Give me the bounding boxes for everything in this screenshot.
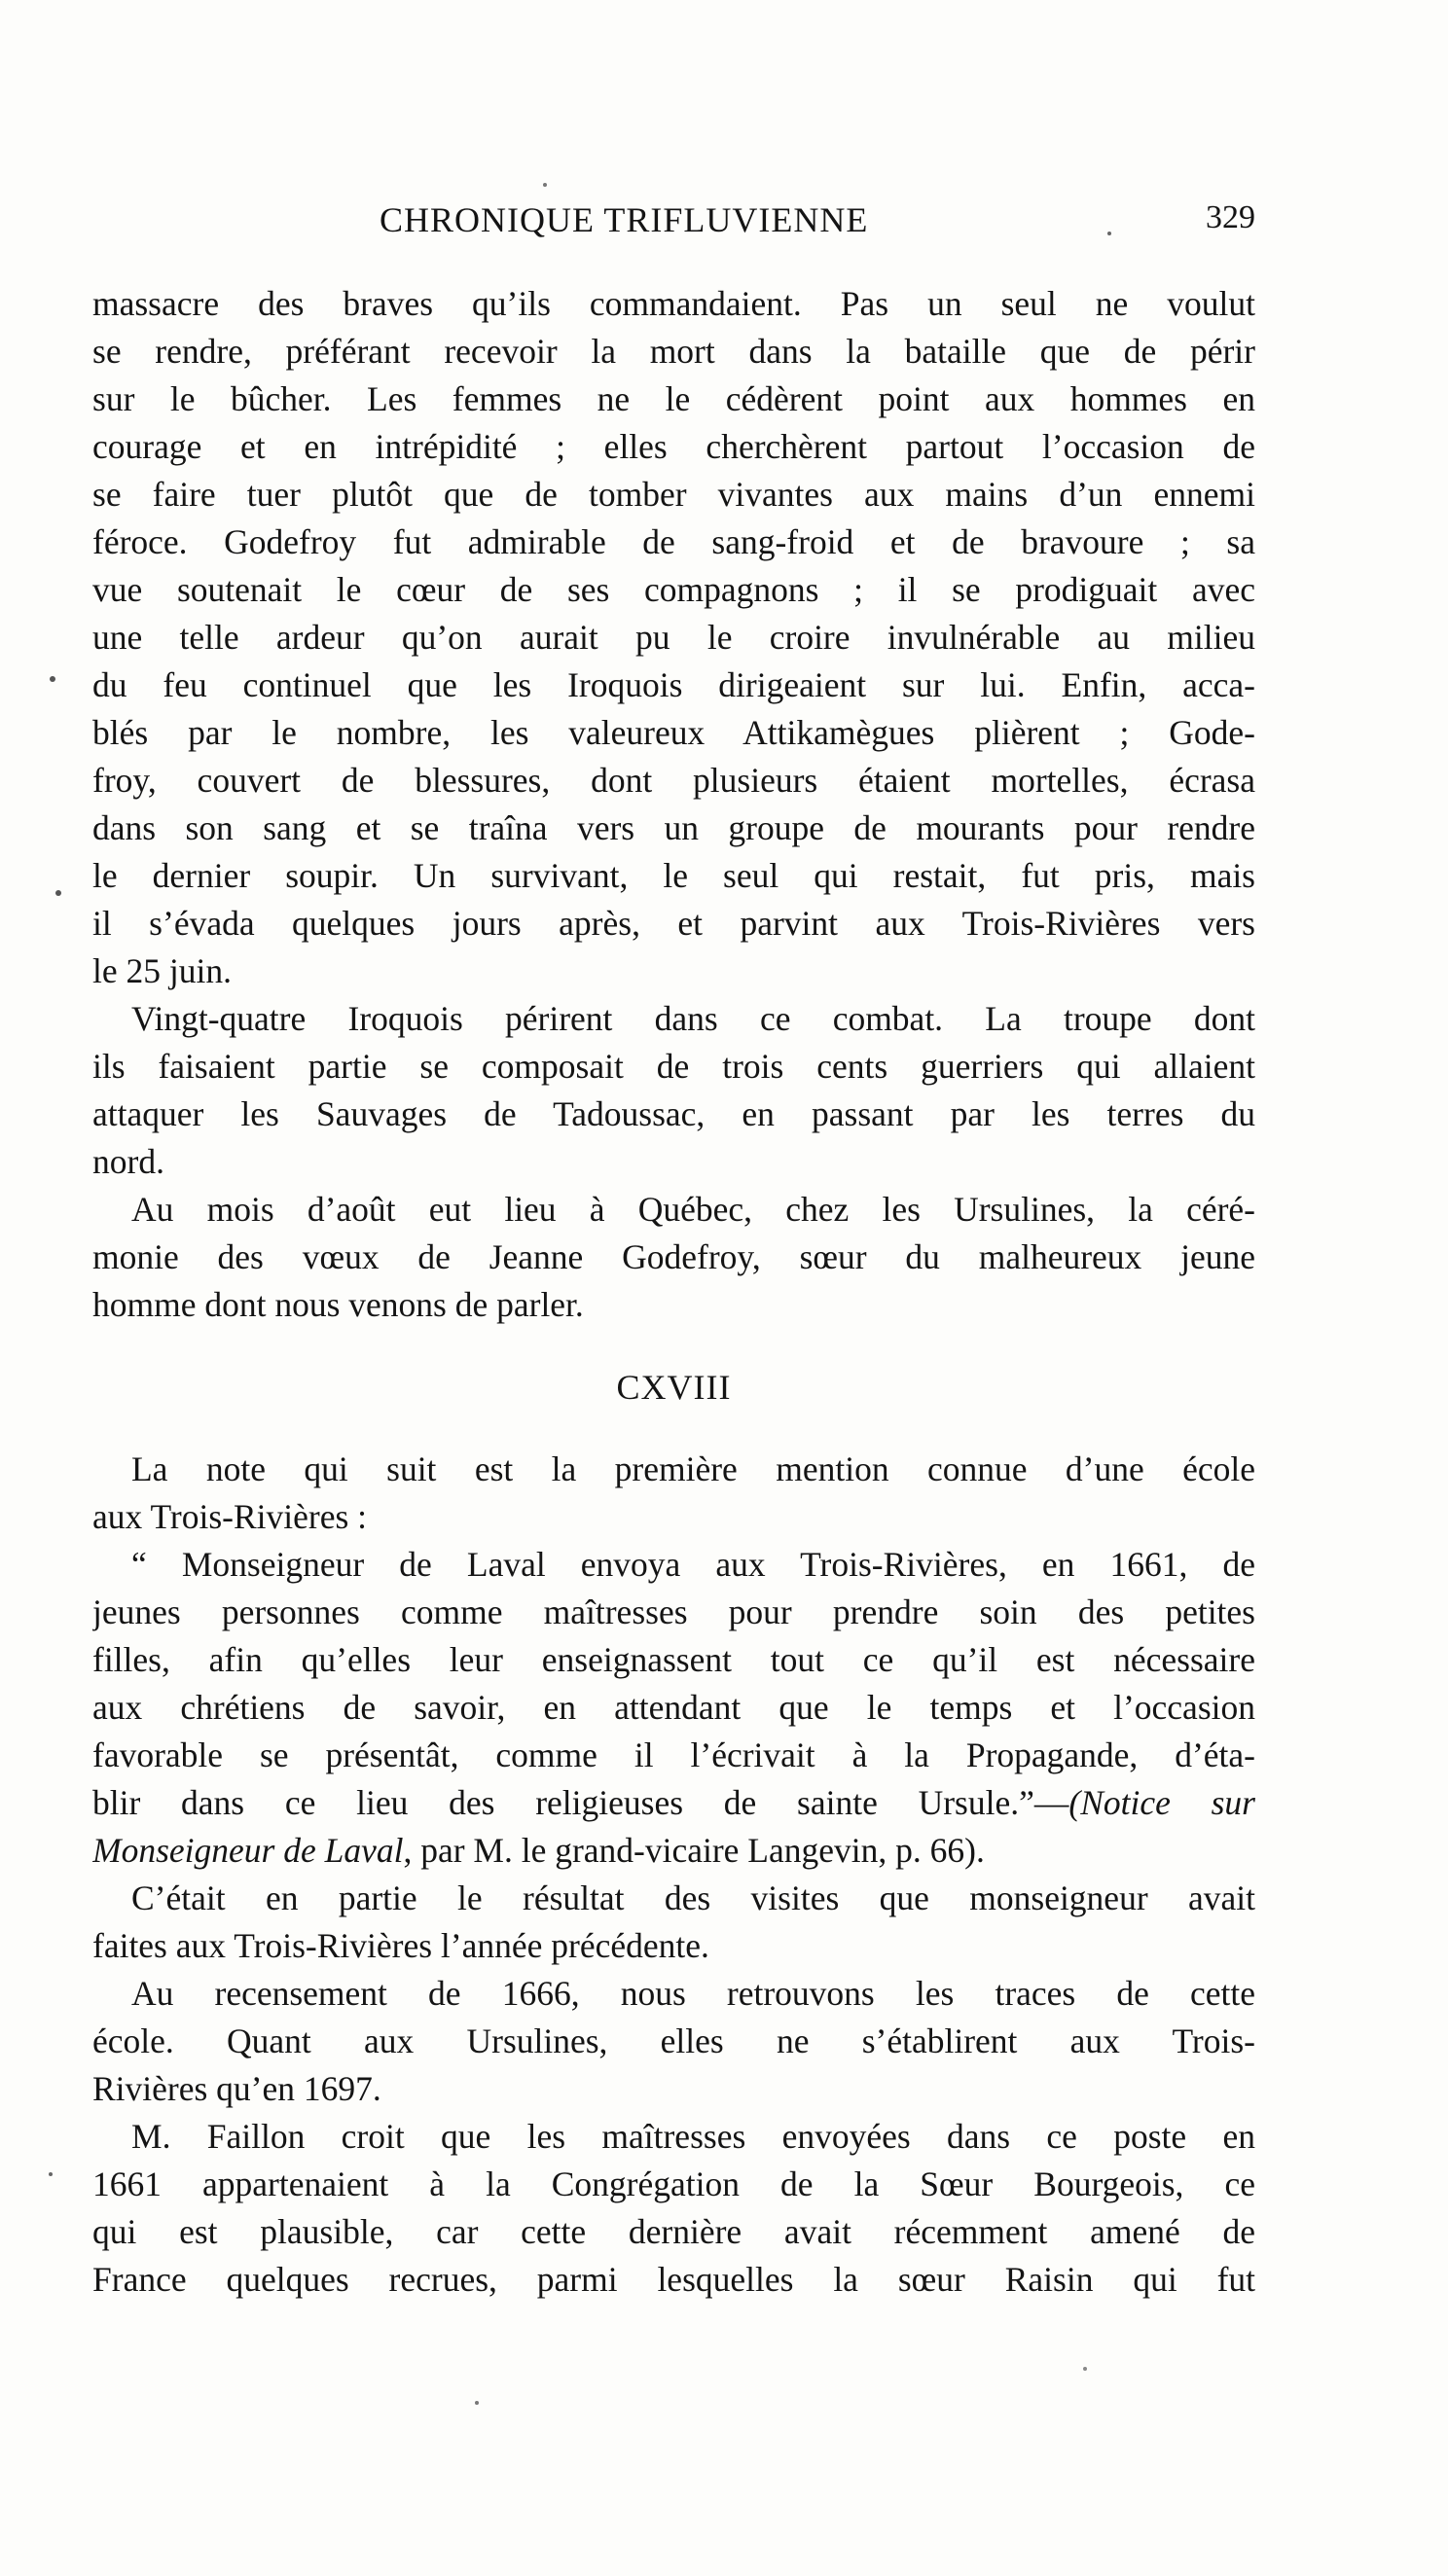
text-line: ils faisaient partie se composait de trois cents guerriers qui allaient [92, 1047, 1255, 1086]
text-line: courage et en intrépidité ; elles cherchèrent partout l’occasion de [92, 427, 1255, 466]
running-head [92, 199, 1255, 248]
citation-italic: (Notice sur [1068, 1783, 1255, 1822]
text-line: du feu continuel que les Iroquois dirigeaient sur lui. Enfin, acca- [92, 665, 1255, 704]
text-line: nord. [92, 1142, 164, 1181]
paragraph-quotation [92, 1541, 1255, 1875]
text-line: aux Trois-Rivières : [92, 1497, 368, 1536]
text-line [92, 1827, 1255, 1875]
text-line: féroce. Godefroy fut admirable de sang-froid et de bravoure ; sa [92, 522, 1255, 561]
section-heading: CXVIII [616, 1368, 732, 1407]
citation-tail: , par M. le grand-vicaire Langevin, p. 66). [403, 1831, 985, 1870]
text-line: La note qui suit est la première mention connue d’une école [131, 1449, 1255, 1488]
text-line: vue soutenait le cœur de ses compagnons ; il se prodiguait avec [92, 570, 1255, 609]
paragraph-recensement [92, 1970, 1255, 2113]
text-line: Au recensement de 1666, nous retrouvons les traces de cette [131, 1974, 1255, 2013]
text-line: se rendre, préférant recevoir la mort dans la bataille que de périr [92, 332, 1255, 371]
paragraph-ursulines [92, 1186, 1255, 1329]
text-line: massacre des braves qu’ils commandaient. Pas un seul ne voulut [92, 284, 1255, 323]
text-line: aux chrétiens de savoir, en attendant que le temps et l’occasion [92, 1688, 1255, 1727]
paragraph-faillon [92, 2113, 1255, 2304]
body-text [92, 280, 1255, 2304]
paragraph-visites [92, 1875, 1255, 1970]
text-line: le dernier soupir. Un survivant, le seul qui restait, fut pris, mais [92, 856, 1255, 895]
text-line: dans son sang et se traîna vers un groupe de mourants pour rendre [92, 808, 1255, 847]
text-line: le 25 juin. [92, 951, 232, 990]
text-line: favorable se présentât, comme il l’écrivait à la Propagande, d’éta- [92, 1735, 1255, 1774]
text-line [92, 1779, 1255, 1827]
text-line: 1661 appartenaient à la Congrégation de la Sœur Bourgeois, ce [92, 2165, 1255, 2203]
text-line: Vingt-quatre Iroquois périrent dans ce combat. La troupe dont [131, 999, 1255, 1038]
running-title: CHRONIQUE TRIFLUVIENNE [380, 200, 869, 239]
paragraph-massacre [92, 280, 1255, 995]
text-line: froy, couvert de blessures, dont plusieurs étaient mortelles, écrasa [92, 761, 1255, 800]
text-line: “ Monseigneur de Laval envoya aux Trois-Rivières, en 1661, de [131, 1545, 1255, 1584]
text-line: filles, afin qu’elles leur enseignassent tout ce qu’il est nécessaire [92, 1640, 1255, 1679]
text-line: jeunes personnes comme maîtresses pour prendre soin des petites [92, 1592, 1255, 1631]
paragraph-note [92, 1446, 1255, 1541]
page-number: 329 [1206, 199, 1255, 235]
text-line: se faire tuer plutôt que de tomber vivantes aux mains d’un ennemi [92, 475, 1255, 514]
text-line: homme dont nous venons de parler. [92, 1285, 584, 1324]
text-line: il s’évada quelques jours après, et parvint aux Trois-Rivières vers [92, 904, 1255, 943]
text-line: école. Quant aux Ursulines, elles ne s’établirent aux Trois- [92, 2021, 1255, 2060]
text-line: blés par le nombre, les valeureux Attikamègues plièrent ; Gode- [92, 713, 1255, 752]
text-line: monie des vœux de Jeanne Godefroy, sœur du malheureux jeune [92, 1237, 1255, 1276]
text-line: Rivières qu’en 1697. [92, 2069, 381, 2108]
text-line: M. Faillon croit que les maîtresses envoyées dans ce poste en [131, 2117, 1255, 2156]
text-line: France quelques recrues, parmi lesquelles la sœur Raisin qui fut [92, 2260, 1255, 2299]
text-line: faites aux Trois-Rivières l’année précédente. [92, 1926, 709, 1965]
text-line: Au mois d’août eut lieu à Québec, chez les Ursulines, la céré- [131, 1190, 1255, 1229]
text-line: C’était en partie le résultat des visites que monseigneur avait [131, 1878, 1255, 1917]
paragraph-iroquois [92, 995, 1255, 1186]
text-line: qui est plausible, car cette dernière avait récemment amené de [92, 2212, 1255, 2251]
text-line: sur le bûcher. Les femmes ne le cédèrent point aux hommes en [92, 379, 1255, 418]
citation-italic: Monseigneur de Laval [92, 1831, 404, 1870]
quote-end: blir dans ce lieu des religieuses de sainte Ursule.”— [92, 1783, 1069, 1822]
text-line: une telle ardeur qu’on aurait pu le croire invulnérable au milieu [92, 618, 1255, 657]
text-line: attaquer les Sauvages de Tadoussac, en passant par les terres du [92, 1094, 1255, 1133]
